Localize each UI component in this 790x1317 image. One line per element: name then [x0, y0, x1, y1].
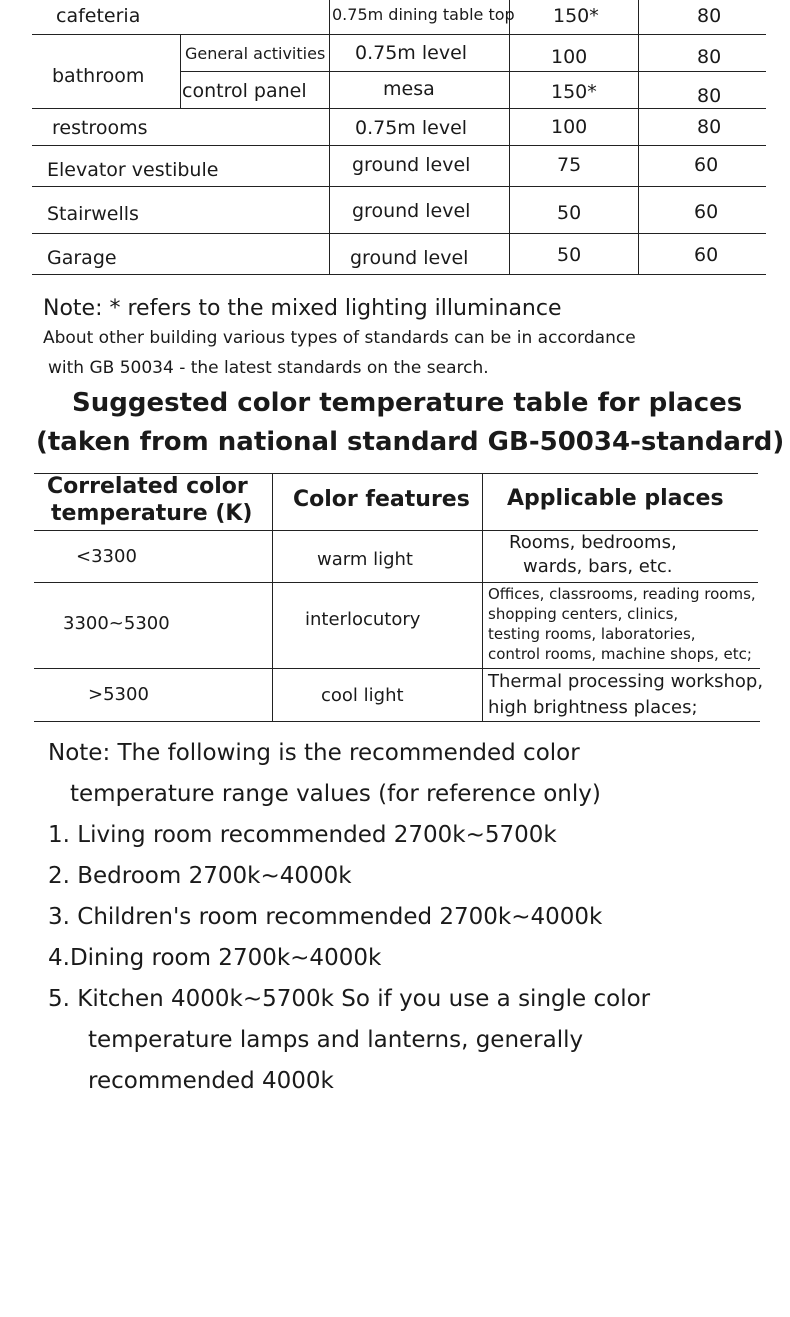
list-item-continuation: recommended 4000k: [88, 1068, 334, 1094]
ra-value: 80: [697, 5, 722, 27]
reference-plane: mesa: [383, 78, 435, 100]
note-line: About other building various types of standards can be in accordance: [43, 328, 636, 348]
applicable-place: shopping centers, clinics,: [488, 605, 679, 623]
applicable-place: control rooms, machine shops, etc;: [488, 645, 752, 663]
table-rule: [32, 108, 766, 109]
illuminance-value: 50: [557, 244, 582, 266]
cct-value: >5300: [88, 684, 149, 705]
table-rule: [180, 71, 766, 72]
color-feature: interlocutory: [305, 609, 421, 630]
table-rule: [32, 274, 766, 275]
place-elevator-vestibule: Elevator vestibule: [47, 159, 219, 181]
table-rule: [272, 473, 273, 721]
ra-value: 60: [694, 154, 719, 176]
table-rule: [32, 233, 766, 234]
illuminance-value: 100: [551, 116, 588, 138]
ra-value: 60: [694, 201, 719, 223]
place-restrooms: restrooms: [52, 117, 148, 139]
applicable-place: Rooms, bedrooms,: [509, 532, 677, 553]
reference-plane: 0.75m level: [355, 117, 468, 139]
reference-plane: 0.75m dining table top: [332, 5, 515, 24]
header-places: Applicable places: [507, 486, 724, 511]
sub-place: General activities: [185, 44, 326, 63]
reference-plane: ground level: [352, 154, 471, 176]
table-rule: [32, 186, 766, 187]
illuminance-value: 75: [557, 154, 582, 176]
list-item: 3. Children's room recommended 2700k~4000k: [48, 904, 603, 930]
reference-plane: ground level: [350, 247, 469, 269]
list-item: 2. Bedroom 2700k~4000k: [48, 863, 352, 889]
illuminance-value: 150*: [551, 81, 597, 103]
color-feature: cool light: [321, 685, 404, 706]
list-item: 5. Kitchen 4000k~5700k So if you use a single color: [48, 986, 651, 1012]
applicable-place: testing rooms, laboratories,: [488, 625, 696, 643]
ra-value: 80: [697, 116, 722, 138]
table-rule: [329, 0, 330, 274]
table-rule: [34, 721, 760, 722]
table-rule: [509, 0, 510, 274]
cct-value: <3300: [76, 546, 137, 567]
reference-plane: 0.75m level: [355, 42, 468, 64]
title-line: (taken from national standard GB-50034-standard): [36, 427, 785, 457]
ra-value: 60: [694, 244, 719, 266]
table-rule: [32, 34, 766, 35]
place-cafeteria: cafeteria: [56, 5, 141, 27]
place-stairwells: Stairwells: [47, 203, 139, 225]
illuminance-value: 50: [557, 202, 582, 224]
table-rule: [482, 473, 483, 721]
list-item: 1. Living room recommended 2700k~5700k: [48, 822, 557, 848]
list-item-continuation: temperature lamps and lanterns, generally: [88, 1027, 584, 1053]
table-rule: [638, 0, 639, 274]
header-cct: Correlated color: [47, 474, 248, 499]
recommendation-note: Note: The following is the recommended color: [48, 740, 580, 766]
table-rule: [34, 530, 758, 531]
table-rule: [180, 34, 181, 108]
table-rule: [32, 145, 766, 146]
sub-place: control panel: [182, 80, 307, 102]
header-features: Color features: [293, 487, 470, 512]
header-cct: temperature (K): [51, 501, 253, 526]
ra-value: 80: [697, 85, 722, 107]
table-rule: [34, 582, 758, 583]
table-rule: [34, 668, 760, 669]
list-item: 4.Dining room 2700k~4000k: [48, 945, 382, 971]
illuminance-value: 150*: [553, 5, 599, 27]
title-line: Suggested color temperature table for places: [72, 388, 743, 418]
applicable-place: Offices, classrooms, reading rooms,: [488, 585, 756, 603]
color-feature: warm light: [317, 549, 413, 570]
cct-value: 3300~5300: [63, 613, 170, 634]
applicable-place: Thermal processing workshop,: [488, 671, 764, 692]
place-garage: Garage: [47, 247, 117, 269]
illuminance-value: 100: [551, 46, 588, 68]
reference-plane: ground level: [352, 200, 471, 222]
applicable-place: high brightness places;: [488, 697, 698, 718]
note-line: with GB 50034 - the latest standards on the search.: [48, 358, 489, 378]
ra-value: 80: [697, 46, 722, 68]
note-line: Note: * refers to the mixed lighting illuminance: [43, 296, 562, 321]
recommendation-note: temperature range values (for reference only): [70, 781, 601, 807]
place-bathroom: bathroom: [52, 65, 145, 87]
applicable-place: wards, bars, etc.: [523, 556, 673, 577]
